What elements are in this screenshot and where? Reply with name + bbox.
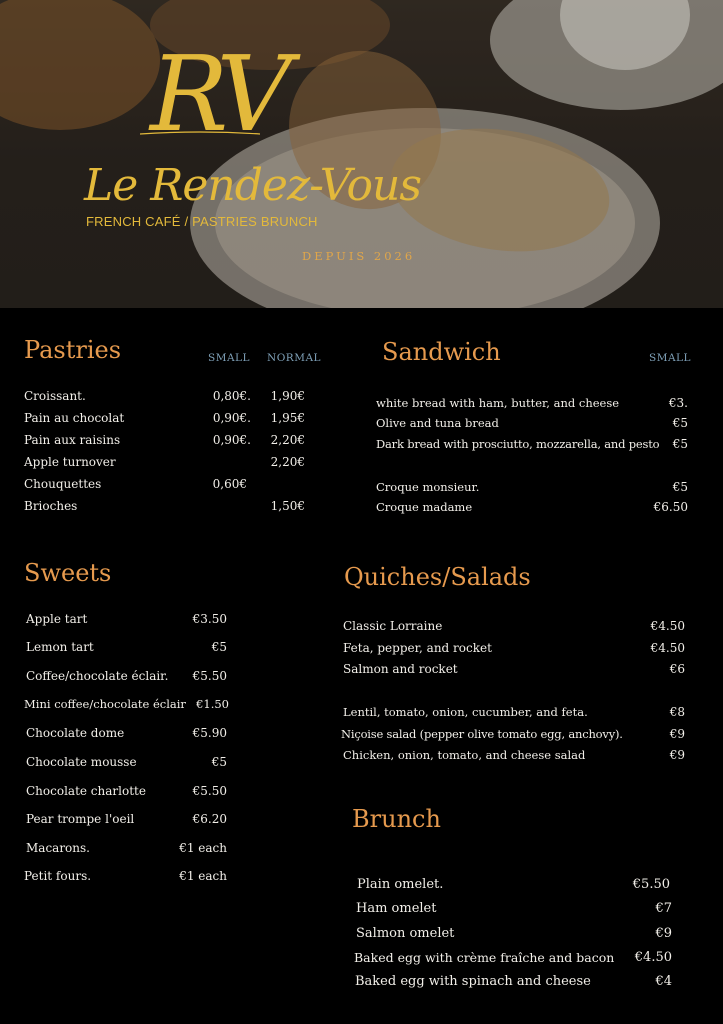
- pastries-title: Pastries: [24, 336, 122, 364]
- svg-text:RV: RV: [150, 33, 284, 150]
- menu-item-name: Croissant.: [24, 389, 86, 403]
- menu-item-price: €6.20: [192, 812, 227, 826]
- menu-item-price: €7: [655, 901, 672, 916]
- menu-item-price: €5.50: [192, 669, 227, 683]
- restaurant-subtitle: FRENCH CAFÉ / PASTRIES BRUNCH: [86, 214, 318, 229]
- menu-item-name: Dark bread with prosciutto, mozzarella, and pesto: [376, 437, 660, 451]
- menu-item-normal-price: 1,90€: [270, 389, 305, 403]
- menu-item-name: Pear trompe l'oeil: [26, 812, 135, 826]
- menu-item-normal-price: 2,20€: [270, 455, 305, 469]
- menu-item-price: €9: [669, 748, 685, 762]
- sweets-title: Sweets: [24, 559, 112, 587]
- menu-item-name: Brioches: [24, 499, 78, 513]
- menu-item-name: Macarons.: [26, 841, 90, 855]
- menu-item-price: €1.50: [196, 697, 229, 711]
- menu-item-price: €1 each: [179, 841, 227, 855]
- quiches-salads-title: Quiches/Salads: [344, 563, 531, 591]
- menu-item-name: Salmon and rocket: [343, 662, 458, 676]
- menu-item-name: Chocolate charlotte: [26, 784, 146, 798]
- menu-item-name: Apple tart: [26, 612, 88, 626]
- menu-item-normal-price: 2,20€: [270, 433, 305, 447]
- menu-item-price: €5: [672, 416, 688, 430]
- menu-item-name: Petit fours.: [24, 869, 92, 883]
- menu-item-price: €4.50: [634, 950, 672, 965]
- menu-item-small-price: 0,90€.: [212, 411, 251, 425]
- menu-item-price: €5: [672, 480, 688, 494]
- menu-item-price: €5.50: [632, 877, 670, 892]
- hero-banner: [0, 0, 723, 308]
- sandwich-small-header: SMALL: [649, 352, 691, 364]
- menu-item-price: €6.50: [653, 500, 688, 514]
- menu-item-name: Chicken, onion, tomato, and cheese salad: [343, 748, 586, 762]
- menu-item-name: Niçoise salad (pepper olive tomato egg, anchovy).: [341, 727, 623, 741]
- menu-item-price: €3.: [668, 396, 688, 410]
- menu-item-price: €6: [669, 662, 685, 676]
- menu-item-small-price: 0,60€: [212, 477, 247, 491]
- menu-item-small-price: 0,90€.: [212, 433, 251, 447]
- menu-item-name: Salmon omelet: [356, 926, 455, 941]
- rv-monogram-logo: [140, 30, 360, 150]
- menu-item-name: Apple turnover: [24, 455, 116, 469]
- menu-item-name: white bread with ham, butter, and cheese: [376, 396, 620, 410]
- menu-item-name: Olive and tuna bread: [376, 416, 499, 430]
- menu-item-normal-price: 1,95€: [270, 411, 305, 425]
- restaurant-name: Le Rendez-Vous: [84, 160, 421, 211]
- menu-item-name: Croque monsieur.: [376, 480, 480, 494]
- menu-item-name: Pain aux raisins: [24, 433, 121, 447]
- menu-item-name: Plain omelet.: [357, 877, 444, 892]
- menu-item-price: €9: [655, 926, 672, 941]
- menu-item-price: €4: [655, 974, 672, 989]
- menu-item-price: €5: [211, 755, 227, 769]
- menu-item-price: €9: [669, 727, 685, 741]
- menu-item-small-price: 0,80€.: [212, 389, 251, 403]
- menu-item-name: Chocolate dome: [26, 726, 125, 740]
- pastries-normal-header: NORMAL: [267, 352, 322, 364]
- menu-item-name: Feta, pepper, and rocket: [343, 641, 492, 655]
- menu-item-name: Chouquettes: [24, 477, 102, 491]
- sandwich-title: Sandwich: [382, 338, 501, 366]
- menu-item-name: Chocolate mousse: [26, 755, 137, 769]
- menu-item-price: €5: [672, 437, 688, 451]
- menu-item-price: €5.90: [192, 726, 227, 740]
- menu-item-name: Baked egg with crème fraîche and bacon: [354, 950, 615, 965]
- menu-item-name: Pain au chocolat: [24, 411, 125, 425]
- menu-item-price: €3.50: [192, 612, 227, 626]
- menu-item-price: €8: [669, 705, 685, 719]
- menu-item-price: €4.50: [650, 619, 685, 633]
- menu-item-name: Croque madame: [376, 500, 473, 514]
- menu-item-name: Mini coffee/chocolate éclair: [24, 697, 186, 711]
- menu-item-name: Coffee/chocolate éclair.: [26, 669, 169, 683]
- menu-item-name: Lemon tart: [26, 640, 94, 654]
- menu-item-price: €5: [211, 640, 227, 654]
- menu-item-normal-price: 1,50€: [270, 499, 305, 513]
- pastries-small-header: SMALL: [208, 352, 250, 364]
- menu-item-price: €5.50: [192, 784, 227, 798]
- menu-item-name: Baked egg with spinach and cheese: [355, 974, 591, 989]
- menu-item-price: €4.50: [650, 641, 685, 655]
- menu-item-name: Lentil, tomato, onion, cucumber, and feta.: [343, 705, 588, 719]
- since-label: DEPUIS 2026: [302, 249, 416, 263]
- menu-item-name: Ham omelet: [356, 901, 437, 916]
- menu-item-name: Classic Lorraine: [343, 619, 443, 633]
- menu-item-price: €1 each: [179, 869, 227, 883]
- brunch-title: Brunch: [352, 805, 441, 833]
